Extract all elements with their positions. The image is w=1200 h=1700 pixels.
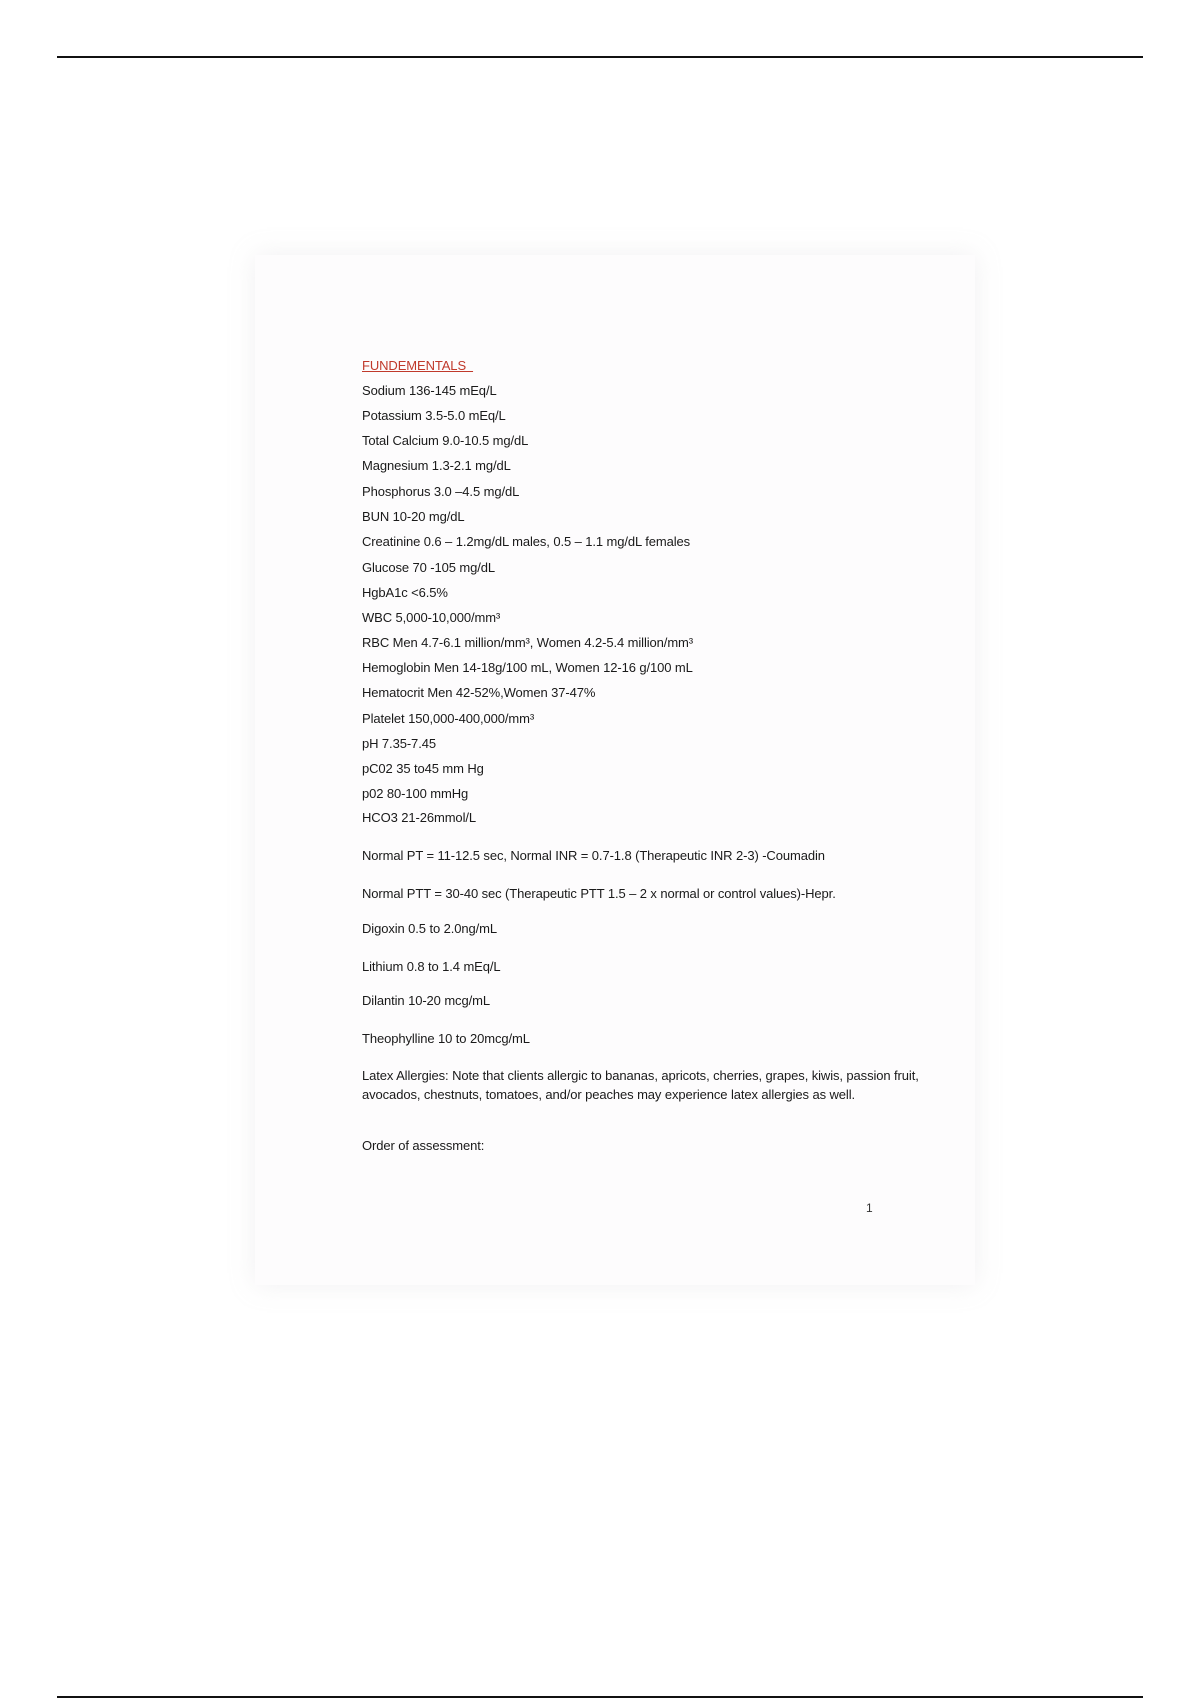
lab-value-line: Hemoglobin Men 14-18g/100 mL, Women 12-16 g/100 mL	[362, 660, 693, 675]
lab-value-line: RBC Men 4.7-6.1 million/mm³, Women 4.2-5.4 million/mm³	[362, 635, 694, 650]
lab-value-line: Glucose 70 -105 mg/dL	[362, 560, 496, 575]
lab-value-line: BUN 10-20 mg/dL	[362, 509, 465, 524]
latex-allergy-note: Latex Allergies: Note that clients allergic to bananas, apricots, cherries, grapes, kiwis, passion fruit, avocados, chestnuts, tomatoes, and/or peaches may experience latex allergies as well.	[362, 1068, 919, 1102]
page-number: 1	[866, 1201, 873, 1215]
lab-value-line: Hematocrit Men 42-52%,Women 37-47%	[362, 685, 596, 700]
bottom-rule	[57, 1696, 1143, 1698]
lab-value-line: Total Calcium 9.0-10.5 mg/dL	[362, 433, 529, 448]
top-rule	[57, 56, 1143, 58]
lab-value-line: Dilantin 10-20 mcg/mL	[362, 993, 490, 1008]
lab-value-line: Phosphorus 3.0 –4.5 mg/dL	[362, 484, 520, 499]
lab-value-line: pH 7.35-7.45	[362, 736, 436, 751]
lab-value-line: Potassium 3.5-5.0 mEq/L	[362, 408, 506, 423]
lab-value-line: Platelet 150,000-400,000/mm³	[362, 711, 535, 726]
lab-value-line: Digoxin 0.5 to 2.0ng/mL	[362, 921, 498, 936]
lab-value-line: HCO3 21-26mmol/L	[362, 810, 476, 825]
section-heading: FUNDEMENTALS	[362, 358, 474, 373]
lab-value-line: p02 80-100 mmHg	[362, 786, 469, 801]
lab-value-line: HgbA1c <6.5%	[362, 585, 448, 600]
lab-value-line: WBC 5,000-10,000/mm³	[362, 610, 501, 625]
lab-value-line: Magnesium 1.3-2.1 mg/dL	[362, 458, 511, 473]
lab-value-line: Normal PT = 11-12.5 sec, Normal INR = 0.7-1.8 (Therapeutic INR 2-3) -Coumadin	[362, 848, 825, 863]
lab-value-line: Sodium 136-145 mEq/L	[362, 383, 497, 398]
lab-value-line: pC02 35 to45 mm Hg	[362, 761, 484, 776]
lab-value-line: Lithium 0.8 to 1.4 mEq/L	[362, 959, 501, 974]
order-of-assessment: Order of assessment:	[362, 1138, 485, 1153]
lab-value-line: Theophylline 10 to 20mcg/mL	[362, 1031, 530, 1046]
lab-value-line: Creatinine 0.6 – 1.2mg/dL males, 0.5 – 1.1 mg/dL females	[362, 534, 691, 549]
lab-value-line: Normal PTT = 30-40 sec (Therapeutic PTT 1.5 – 2 x normal or control values)-Hepr.	[362, 886, 836, 901]
